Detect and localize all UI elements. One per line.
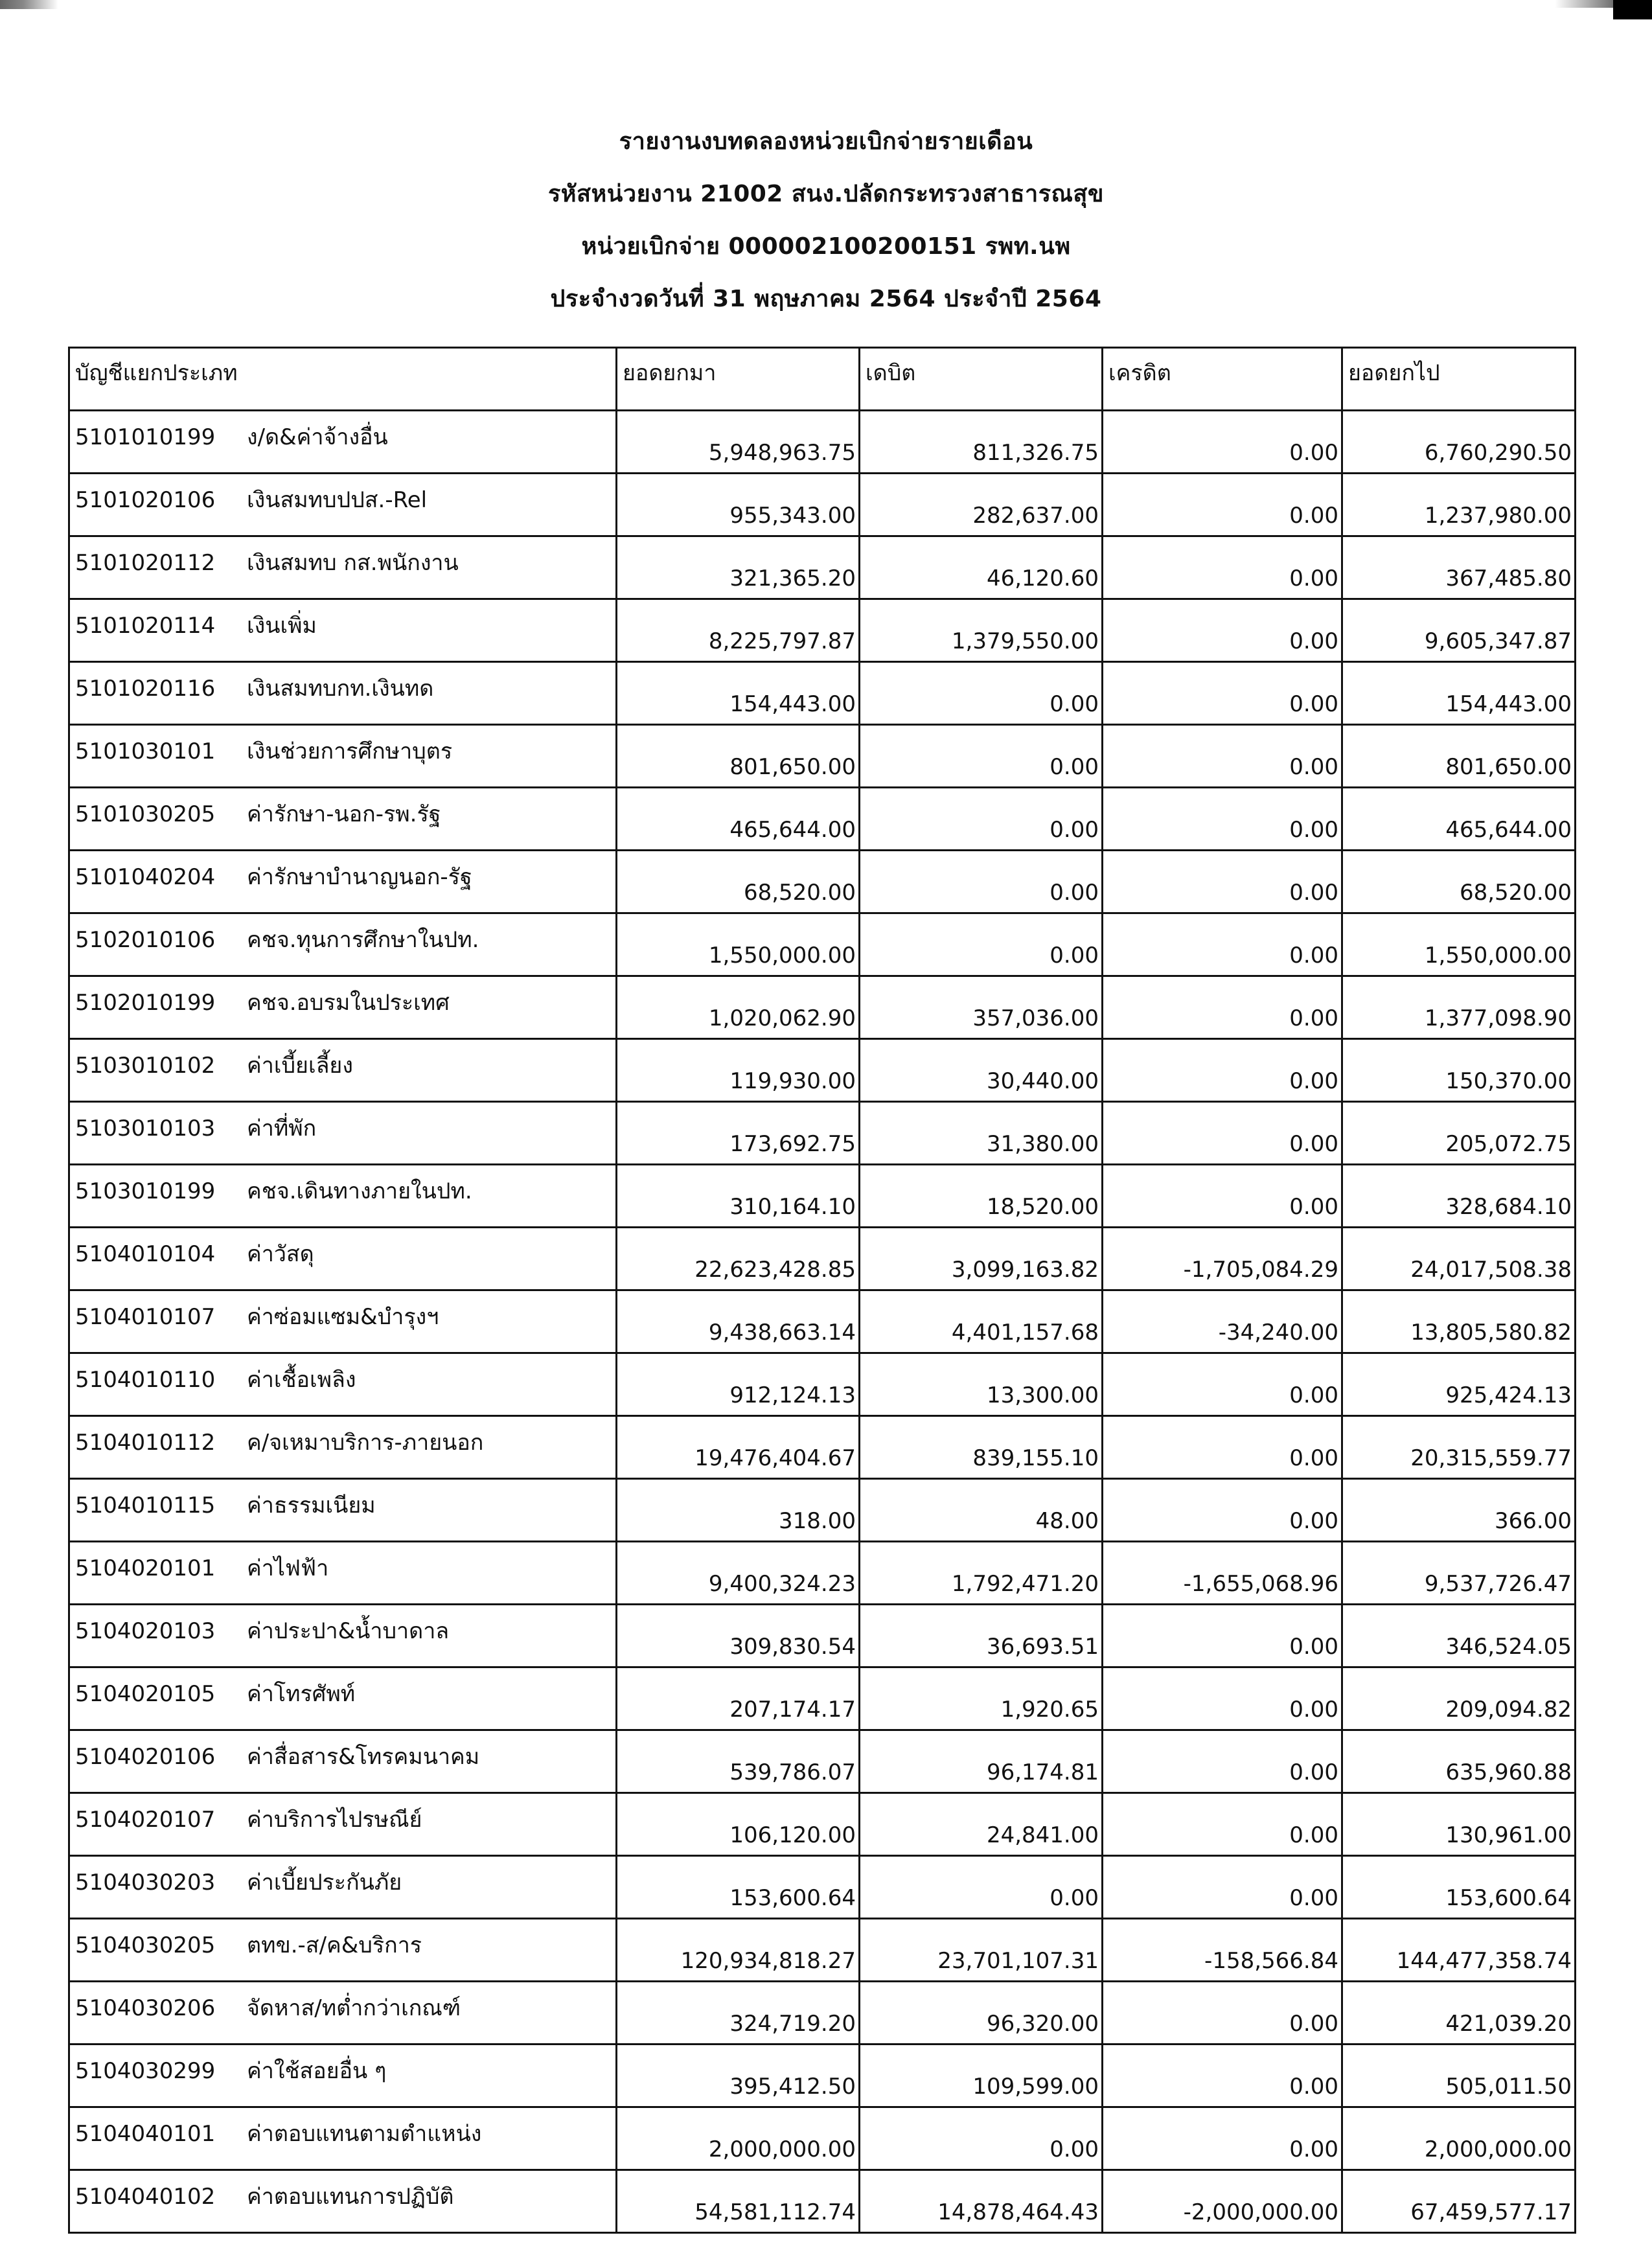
debit-cell: 0.00	[860, 1856, 1103, 1919]
carried-forward-cell: 144,477,358.74	[1342, 1919, 1576, 1982]
debit-cell: 4,401,157.68	[860, 1290, 1103, 1353]
credit-cell: 0.00	[1103, 536, 1342, 599]
brought-forward-cell: 153,600.64	[617, 1856, 860, 1919]
carried-forward-cell: 1,237,980.00	[1342, 474, 1576, 536]
brought-forward-cell: 912,124.13	[617, 1353, 860, 1416]
account-name: คชจ.อบรมในประเทศ	[247, 990, 450, 1016]
account-name: ค่าประปา&น้ำบาดาล	[247, 1618, 450, 1644]
carried-forward-cell: 153,600.64	[1342, 1856, 1576, 1919]
debit-cell: 96,320.00	[860, 1982, 1103, 2045]
table-row	[69, 1290, 1576, 1353]
brought-forward-cell: 119,930.00	[617, 1039, 860, 1102]
account-code: 5104030299	[75, 2058, 216, 2084]
account-name: ค่าไฟฟ้า	[247, 1555, 329, 1581]
brought-forward-cell: 321,365.20	[617, 536, 860, 599]
account-name: ค่าธรรมเนียม	[247, 1493, 376, 1518]
carried-forward-cell: 801,650.00	[1342, 725, 1576, 788]
account-name: เงินเพิ่ม	[247, 613, 317, 639]
table-row	[69, 411, 1576, 474]
brought-forward-cell: 5,948,963.75	[617, 411, 860, 474]
debit-cell: 0.00	[860, 725, 1103, 788]
table-row	[69, 1479, 1576, 1542]
table-row	[69, 1228, 1576, 1290]
carried-forward-cell: 505,011.50	[1342, 2045, 1576, 2107]
carried-forward-cell: 150,370.00	[1342, 1039, 1576, 1102]
debit-cell: 0.00	[860, 913, 1103, 976]
credit-cell: 0.00	[1103, 1416, 1342, 1479]
table-row	[69, 2107, 1576, 2170]
account-cell	[69, 1793, 617, 1856]
account-cell	[69, 1479, 617, 1542]
account-name: ค่าเชื้อเพลิง	[247, 1367, 356, 1393]
table-row	[69, 1856, 1576, 1919]
credit-cell: 0.00	[1103, 1982, 1342, 2045]
credit-cell: -34,240.00	[1103, 1290, 1342, 1353]
carried-forward-cell: 328,684.10	[1342, 1165, 1576, 1228]
account-name: เงินสมทบ กส.พนักงาน	[247, 550, 459, 576]
carried-forward-cell: 2,000,000.00	[1342, 2107, 1576, 2170]
table-row	[69, 2045, 1576, 2107]
brought-forward-cell: 2,000,000.00	[617, 2107, 860, 2170]
debit-cell: 0.00	[860, 662, 1103, 725]
account-cell	[69, 411, 617, 474]
table-row	[69, 662, 1576, 725]
column-header-carried-forward: ยอดยกไป	[1342, 348, 1576, 411]
credit-cell: 0.00	[1103, 851, 1342, 913]
debit-cell: 36,693.51	[860, 1605, 1103, 1667]
credit-cell: 0.00	[1103, 1730, 1342, 1793]
account-code: 5104020106	[75, 1744, 216, 1770]
brought-forward-cell: 539,786.07	[617, 1730, 860, 1793]
account-cell	[69, 1542, 617, 1605]
debit-cell: 1,379,550.00	[860, 599, 1103, 662]
account-code: 5103010103	[75, 1116, 216, 1141]
table-row	[69, 1165, 1576, 1228]
account-cell	[69, 1982, 617, 2045]
table-row	[69, 1102, 1576, 1165]
account-code: 5104010110	[75, 1367, 216, 1393]
debit-cell: 31,380.00	[860, 1102, 1103, 1165]
brought-forward-cell: 54,581,112.74	[617, 2170, 860, 2233]
table-row	[69, 599, 1576, 662]
brought-forward-cell: 9,438,663.14	[617, 1290, 860, 1353]
credit-cell: -2,000,000.00	[1103, 2170, 1342, 2233]
carried-forward-cell: 6,760,290.50	[1342, 411, 1576, 474]
account-code: 5104010104	[75, 1241, 216, 1267]
debit-cell: 1,792,471.20	[860, 1542, 1103, 1605]
brought-forward-cell: 120,934,818.27	[617, 1919, 860, 1982]
brought-forward-cell: 318.00	[617, 1479, 860, 1542]
account-name: ค่าตอบแทนการปฏิบัติ	[247, 2184, 454, 2210]
account-code: 5101010199	[75, 424, 216, 450]
account-name: คชจ.ทุนการศึกษาในปท.	[247, 927, 479, 953]
carried-forward-cell: 9,537,726.47	[1342, 1542, 1576, 1605]
brought-forward-cell: 955,343.00	[617, 474, 860, 536]
credit-cell: 0.00	[1103, 976, 1342, 1039]
account-cell	[69, 1102, 617, 1165]
credit-cell: 0.00	[1103, 1667, 1342, 1730]
brought-forward-cell: 8,225,797.87	[617, 599, 860, 662]
carried-forward-cell: 9,605,347.87	[1342, 599, 1576, 662]
account-code: 5102010106	[75, 927, 216, 953]
account-cell	[69, 1667, 617, 1730]
brought-forward-cell: 1,020,062.90	[617, 976, 860, 1039]
debit-cell: 0.00	[860, 788, 1103, 851]
account-name: เงินช่วยการศึกษาบุตร	[247, 739, 453, 764]
account-name: ค่าที่พัก	[247, 1116, 317, 1141]
credit-cell: 0.00	[1103, 1856, 1342, 1919]
account-code: 5104030205	[75, 1932, 216, 1958]
brought-forward-cell: 173,692.75	[617, 1102, 860, 1165]
carried-forward-cell: 68,520.00	[1342, 851, 1576, 913]
account-code: 5101020106	[75, 487, 216, 513]
account-name: ตทข.-ส/ค&บริการ	[247, 1932, 422, 1958]
carried-forward-cell: 367,485.80	[1342, 536, 1576, 599]
carried-forward-cell: 925,424.13	[1342, 1353, 1576, 1416]
table-row	[69, 1416, 1576, 1479]
account-code: 5104030206	[75, 1995, 216, 2021]
table-row	[69, 1542, 1576, 1605]
report-header	[0, 126, 1652, 336]
carried-forward-cell: 13,805,580.82	[1342, 1290, 1576, 1353]
account-code: 5104020105	[75, 1681, 216, 1707]
carried-forward-cell: 421,039.20	[1342, 1982, 1576, 2045]
table-row	[69, 1605, 1576, 1667]
credit-cell: 0.00	[1103, 725, 1342, 788]
table-body	[69, 411, 1576, 2233]
carried-forward-cell: 209,094.82	[1342, 1667, 1576, 1730]
account-code: 5101040204	[75, 864, 216, 890]
account-code: 5101020114	[75, 613, 216, 639]
table-row	[69, 1667, 1576, 1730]
brought-forward-cell: 22,623,428.85	[617, 1228, 860, 1290]
account-cell	[69, 1919, 617, 1982]
account-cell	[69, 913, 617, 976]
credit-cell: 0.00	[1103, 1165, 1342, 1228]
account-name: ค่าตอบแทนตามตำแหน่ง	[247, 2121, 482, 2147]
account-code: 5104020101	[75, 1555, 216, 1581]
column-header-credit: เครดิต	[1103, 348, 1342, 411]
account-name: ค่ารักษา-นอก-รพ.รัฐ	[247, 801, 441, 827]
table-row	[69, 1793, 1576, 1856]
account-name: ค่าวัสดุ	[247, 1241, 314, 1267]
account-cell	[69, 1856, 617, 1919]
account-cell	[69, 1416, 617, 1479]
account-cell	[69, 1290, 617, 1353]
account-cell	[69, 662, 617, 725]
table-row	[69, 913, 1576, 976]
debit-cell: 839,155.10	[860, 1416, 1103, 1479]
carried-forward-cell: 154,443.00	[1342, 662, 1576, 725]
column-header-brought-forward: ยอดยกมา	[617, 348, 860, 411]
account-code: 5102010199	[75, 990, 216, 1016]
brought-forward-cell: 309,830.54	[617, 1605, 860, 1667]
credit-cell: 0.00	[1103, 1479, 1342, 1542]
credit-cell: 0.00	[1103, 2107, 1342, 2170]
credit-cell: 0.00	[1103, 1605, 1342, 1667]
account-name: เงินสมทบปปส.-Rel	[247, 487, 428, 513]
credit-cell: 0.00	[1103, 411, 1342, 474]
account-name: ค่าบริการไปรษณีย์	[247, 1807, 422, 1833]
account-cell	[69, 1165, 617, 1228]
brought-forward-cell: 9,400,324.23	[617, 1542, 860, 1605]
account-cell	[69, 2170, 617, 2233]
brought-forward-cell: 324,719.20	[617, 1982, 860, 2045]
account-code: 5103010199	[75, 1178, 216, 1204]
account-cell	[69, 788, 617, 851]
debit-cell: 14,878,464.43	[860, 2170, 1103, 2233]
brought-forward-cell: 310,164.10	[617, 1165, 860, 1228]
account-cell	[69, 1730, 617, 1793]
credit-cell: 0.00	[1103, 1353, 1342, 1416]
debit-cell: 3,099,163.82	[860, 1228, 1103, 1290]
account-cell	[69, 2107, 617, 2170]
brought-forward-cell: 154,443.00	[617, 662, 860, 725]
account-cell	[69, 536, 617, 599]
account-code: 5101020116	[75, 676, 216, 702]
account-cell	[69, 1228, 617, 1290]
report-title: รายงานงบทดลองหน่วยเบิกจ่ายรายเดือน	[619, 128, 1033, 155]
credit-cell: 0.00	[1103, 1102, 1342, 1165]
account-cell	[69, 1039, 617, 1102]
debit-cell: 13,300.00	[860, 1353, 1103, 1416]
account-cell	[69, 2045, 617, 2107]
debit-cell: 0.00	[860, 851, 1103, 913]
brought-forward-cell: 1,550,000.00	[617, 913, 860, 976]
disbursement-unit-line: หน่วยเบิกจ่าย 000002100200151 รพท.นพ	[581, 233, 1071, 260]
credit-cell: 0.00	[1103, 1039, 1342, 1102]
account-code: 5101030101	[75, 739, 216, 764]
credit-cell: 0.00	[1103, 662, 1342, 725]
credit-cell: 0.00	[1103, 2045, 1342, 2107]
debit-cell: 48.00	[860, 1479, 1103, 1542]
table-row	[69, 1353, 1576, 1416]
table-row	[69, 474, 1576, 536]
carried-forward-cell: 465,644.00	[1342, 788, 1576, 851]
carried-forward-cell: 1,550,000.00	[1342, 913, 1576, 976]
debit-cell: 18,520.00	[860, 1165, 1103, 1228]
account-name: ง/ด&ค่าจ้างอื่น	[247, 424, 388, 450]
debit-cell: 24,841.00	[860, 1793, 1103, 1856]
scan-artifact-left	[0, 0, 58, 9]
debit-cell: 46,120.60	[860, 536, 1103, 599]
brought-forward-cell: 465,644.00	[617, 788, 860, 851]
table-row	[69, 851, 1576, 913]
carried-forward-cell: 67,459,577.17	[1342, 2170, 1576, 2233]
account-name: ค่าโทรศัพท์	[247, 1681, 356, 1707]
credit-cell: 0.00	[1103, 913, 1342, 976]
account-name: ค่าใช้สอยอื่น ๆ	[247, 2058, 387, 2084]
account-name: จัดหาส/ทต่ำกว่าเกณฑ์	[247, 1995, 461, 2021]
scan-artifact-right	[1613, 0, 1652, 19]
table-row	[69, 1730, 1576, 1793]
table-row	[69, 976, 1576, 1039]
debit-cell: 357,036.00	[860, 976, 1103, 1039]
account-code: 5104030203	[75, 1870, 216, 1896]
account-name: ค่ารักษาบำนาญนอก-รัฐ	[247, 864, 472, 890]
carried-forward-cell: 1,377,098.90	[1342, 976, 1576, 1039]
debit-cell: 282,637.00	[860, 474, 1103, 536]
carried-forward-cell: 346,524.05	[1342, 1605, 1576, 1667]
table-row	[69, 2170, 1576, 2233]
credit-cell: 0.00	[1103, 1793, 1342, 1856]
account-code: 5104010112	[75, 1430, 216, 1456]
account-cell	[69, 1605, 617, 1667]
table-header-row	[69, 348, 1576, 411]
account-code: 5101030205	[75, 801, 216, 827]
brought-forward-cell: 19,476,404.67	[617, 1416, 860, 1479]
debit-cell: 1,920.65	[860, 1667, 1103, 1730]
carried-forward-cell: 20,315,559.77	[1342, 1416, 1576, 1479]
account-code: 5103010102	[75, 1053, 216, 1079]
account-code: 5101020112	[75, 550, 216, 576]
debit-cell: 96,174.81	[860, 1730, 1103, 1793]
carried-forward-cell: 130,961.00	[1342, 1793, 1576, 1856]
brought-forward-cell: 68,520.00	[617, 851, 860, 913]
debit-cell: 109,599.00	[860, 2045, 1103, 2107]
table-row	[69, 725, 1576, 788]
debit-cell: 23,701,107.31	[860, 1919, 1103, 1982]
account-name: ค่าเบี้ยเลี้ยง	[247, 1053, 353, 1079]
account-cell	[69, 474, 617, 536]
credit-cell: -1,655,068.96	[1103, 1542, 1342, 1605]
credit-cell: 0.00	[1103, 474, 1342, 536]
table-row	[69, 1039, 1576, 1102]
account-cell	[69, 1353, 617, 1416]
account-name: ค่าเบี้ยประกันภัย	[247, 1870, 402, 1896]
period-line: ประจำงวดวันที่ 31 พฤษภาคม 2564 ประจำปี 2564	[550, 286, 1102, 312]
credit-cell: -158,566.84	[1103, 1919, 1342, 1982]
account-cell	[69, 851, 617, 913]
column-header-account: บัญชีแยกประเภท	[69, 348, 617, 411]
brought-forward-cell: 395,412.50	[617, 2045, 860, 2107]
carried-forward-cell: 366.00	[1342, 1479, 1576, 1542]
debit-cell: 0.00	[860, 2107, 1103, 2170]
brought-forward-cell: 801,650.00	[617, 725, 860, 788]
account-name: ค่าซ่อมแซม&บำรุงฯ	[247, 1304, 439, 1330]
account-code: 5104010115	[75, 1493, 216, 1518]
account-name: ค่าสื่อสาร&โทรคมนาคม	[247, 1744, 480, 1770]
column-header-debit: เดบิต	[860, 348, 1103, 411]
table-row	[69, 788, 1576, 851]
account-name: เงินสมทบกท.เงินทด	[247, 676, 434, 702]
account-code: 5104040101	[75, 2121, 216, 2147]
agency-line: รหัสหน่วยงาน 21002 สนง.ปลัดกระทรวงสาธารณสุข	[547, 181, 1105, 207]
account-name: ค/จเหมาบริการ-ภายนอก	[247, 1430, 484, 1456]
brought-forward-cell: 106,120.00	[617, 1793, 860, 1856]
table-row	[69, 1919, 1576, 1982]
account-code: 5104020103	[75, 1618, 216, 1644]
account-code: 5104040102	[75, 2184, 216, 2210]
carried-forward-cell: 24,017,508.38	[1342, 1228, 1576, 1290]
table-row	[69, 1982, 1576, 2045]
debit-cell: 30,440.00	[860, 1039, 1103, 1102]
account-name: คชจ.เดินทางภายในปท.	[247, 1178, 472, 1204]
account-code: 5104010107	[75, 1304, 216, 1330]
account-cell	[69, 976, 617, 1039]
carried-forward-cell: 635,960.88	[1342, 1730, 1576, 1793]
account-cell	[69, 599, 617, 662]
table-row	[69, 536, 1576, 599]
credit-cell: -1,705,084.29	[1103, 1228, 1342, 1290]
account-cell	[69, 725, 617, 788]
scan-artifact-right-fade	[1555, 0, 1613, 8]
credit-cell: 0.00	[1103, 788, 1342, 851]
account-code: 5104020107	[75, 1807, 216, 1833]
credit-cell: 0.00	[1103, 599, 1342, 662]
brought-forward-cell: 207,174.17	[617, 1667, 860, 1730]
debit-cell: 811,326.75	[860, 411, 1103, 474]
trial-balance-table	[68, 347, 1576, 2234]
carried-forward-cell: 205,072.75	[1342, 1102, 1576, 1165]
